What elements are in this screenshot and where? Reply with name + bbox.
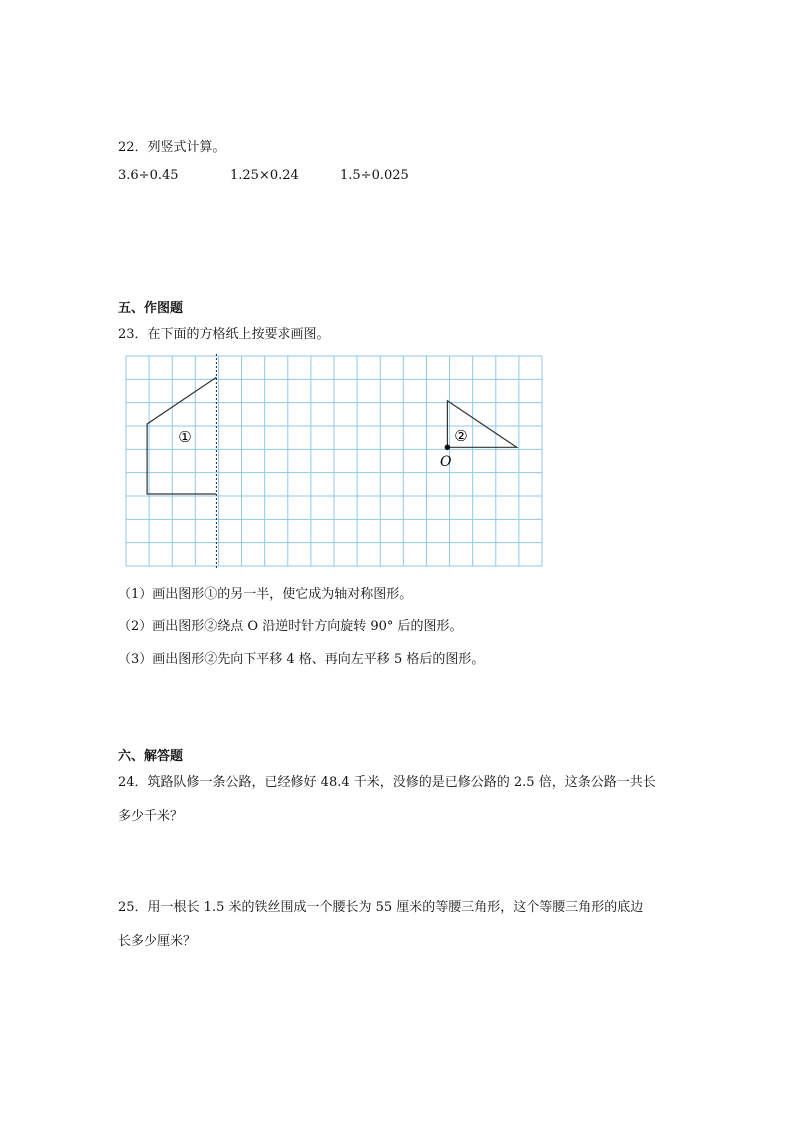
sub-question-3: （3）画出图形②先向下平移 4 格、再向左平移 5 格后的图形。 <box>118 652 485 667</box>
question-24-line-2: 多少千米？ <box>118 809 184 824</box>
expression-3: 1.5÷0.025 <box>340 168 409 183</box>
grid-paper <box>124 354 544 568</box>
question-22-prompt: 22．列竖式计算。 <box>118 140 226 155</box>
point-o-label: O <box>440 454 452 470</box>
expression-1: 3.6÷0.45 <box>118 168 179 183</box>
point-o <box>445 445 451 451</box>
shape-1-label: ① <box>178 428 192 446</box>
sub-question-2: （2）画出图形②绕点 O 沿逆时针方向旋转 90° 后的图形。 <box>118 619 463 634</box>
expression-2: 1.25×0.24 <box>230 168 299 183</box>
shape-2-label: ② <box>454 427 468 445</box>
section-5-heading: 五、作图题 <box>118 301 184 316</box>
question-23-prompt: 23．在下面的方格纸上按要求画图。 <box>118 327 330 342</box>
question-25-line-1: 25．用一根长 1.5 米的铁丝围成一个腰长为 55 厘米的等腰三角形，这个等腰三角形的底边 <box>118 900 644 915</box>
question-25-line-2: 长多少厘米？ <box>118 934 197 949</box>
section-6-heading: 六、解答题 <box>118 749 184 764</box>
question-24-line-1: 24．筑路队修一条公路，已经修好 48.4 千米，没修的是已修公路的 2.5 倍，这条公路一共长 <box>118 775 656 790</box>
sub-question-1: （1）画出图形①的另一半，使它成为轴对称图形。 <box>118 587 413 602</box>
grid-lines <box>126 356 542 566</box>
